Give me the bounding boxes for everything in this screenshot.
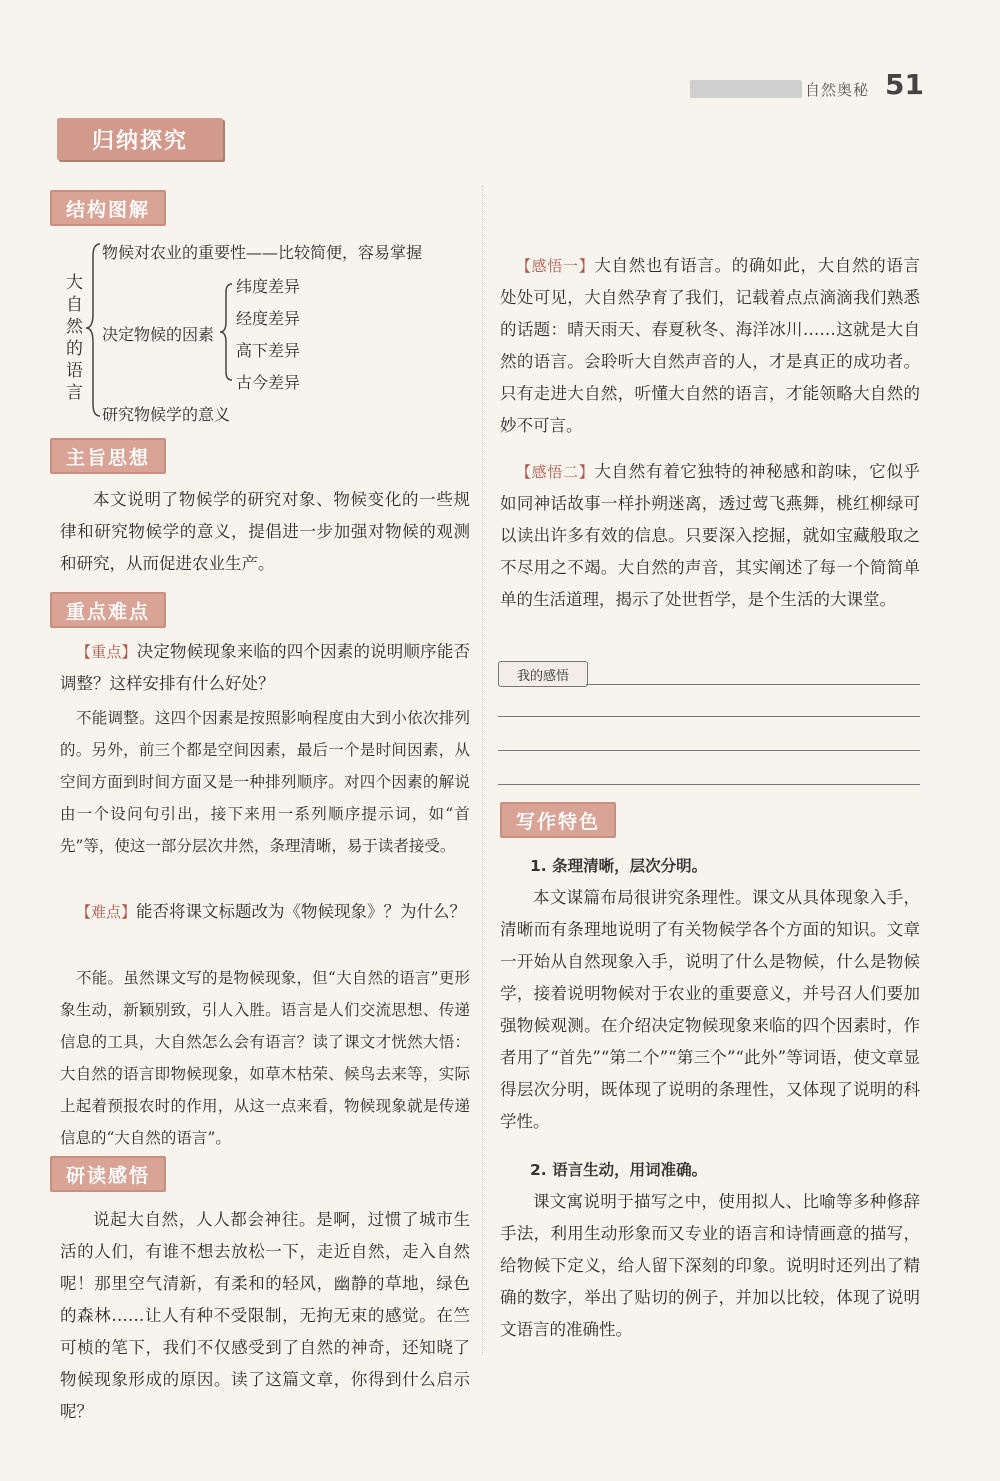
header-section-label: 自然奥秘: [805, 81, 870, 99]
structure-diagram: [66, 236, 466, 426]
writing-heading-1: 1. 条理清晰，层次分明。: [530, 857, 708, 875]
insight-1-text: 大自然也有语言。的确如此，大自然的语言处处可见，大自然孕育了我们，记载着点点滴滴我们熟悉的话题：晴天雨天、春夏秋冬、海洋冰川……这就是大自然的语言。会聆听大自然声音的人，才是真正的成功者。只有走进大自然，听懂大自然的语言，才能领略大自然的妙不可言。: [500, 256, 920, 435]
diagram-branch-3: 研究物候学的意义: [102, 405, 231, 424]
key-point-1-question: 决定物候现象来临的四个因素的说明顺序能否调整？这样安排有什么好处？: [60, 642, 470, 693]
main-section-tag: 归纳探究: [57, 118, 223, 160]
column-divider: [482, 185, 483, 1355]
insight-2-label: 【感悟二】: [516, 463, 595, 481]
my-insight-line-4[interactable]: [498, 784, 920, 785]
key-point-2-answer: 不能。虽然课文写的是物候现象，但“大自然的语言”更形象生动，新颖别致，引人入胜。语言是人们交流思想、传递信息的工具，大自然怎么会有语言？读了课文才恍然大悟：大自然的语言即物候现象，如草木枯荣、候鸟去来等，实际上起着预报农时的作用，从这一点来看，物候现象就是传递信息的“大自然的语言”。: [60, 969, 470, 1147]
key-point-2-question: 能否将课文标题改为《物候现象》？为什么？: [136, 902, 467, 921]
insight-2: [500, 456, 920, 616]
my-insight-line-3[interactable]: [498, 750, 920, 751]
diagram-factor-2: 经度差异: [236, 309, 301, 328]
theme-text: 本文说明了物候学的研究对象、物候变化的一些规律和研究物候学的意义，提倡进一步加强对物候的观测和研究，从而促进农业生产。: [60, 490, 470, 573]
diagram-root: 大自然的语言: [66, 273, 83, 403]
writing-paragraph-2: 课文寓说明于描写之中，使用拟人、比喻等多种修辞手法，利用生动形象而又专业的语言和诗情画意的描写，给物候下定义，给人留下深刻的印象。说明时还列出了精确的数字，举出了贴切的例子，并加以比较，体现了说明文语言的准确性。: [500, 1192, 920, 1339]
structure-tag: 结构图解: [50, 190, 166, 226]
my-insight-line-2[interactable]: [498, 716, 920, 717]
writing-tag: 写作特色: [500, 802, 616, 838]
insight-1: [500, 250, 920, 442]
key-point-1-label: 【重点】: [76, 643, 137, 661]
insight-1-label: 【感悟一】: [516, 257, 595, 275]
page-header: [680, 70, 940, 106]
diagram-branch-1: 物候对农业的重要性——比较简便，容易掌握: [102, 243, 423, 262]
page-number: 51: [885, 68, 924, 101]
theme-tag: 主旨思想: [50, 438, 166, 474]
diagram-factor-1: 纬度差异: [236, 277, 301, 296]
insight-2-text: 大自然有着它独特的神秘感和韵味，它似乎如同神话故事一样扑朔迷离，透过莺飞燕舞，桃红柳绿可以读出许多有效的信息。只要深入挖掘，就如宝藏般取之不尽用之不竭。大自然的声音，其实阐述了每一个简简单单的生活道理，揭示了处世哲学，是个生活的大课堂。: [500, 462, 920, 609]
my-insight-line-1[interactable]: [586, 684, 920, 685]
key-point-1-answer: 不能调整。这四个因素是按照影响程度由大到小依次排列的。另外，前三个都是空间因素，最后一个是时间因素，从空间方面到时间方面又是一种排列顺序。对四个因素的解说由一个设问句引出，接下来用一系列顺序提示词，如“首先”等，使这一部分层次井然，条理清晰，易于读者接受。: [60, 709, 470, 855]
key-point-1: [60, 636, 470, 700]
writing-paragraph-1: 本文谋篇布局很讲究条理性。课文从具体现象入手，清晰而有条理地说明了有关物候学各个方面的知识。文章一开始从自然现象入手，说明了什么是物候，什么是物候学，接着说明物候对于农业的重要意义，并号召人们要加强物候观测。在介绍决定物候现象来临的四个因素时，作者用了“首先”“第二个”“第三个”“此外”等词语，使文章显得层次分明，既体现了说明的条理性，又体现了说明的科学性。: [500, 888, 920, 1131]
my-insight-tag: 我的感悟: [498, 661, 588, 687]
diagram-factor-3: 高下差异: [236, 341, 301, 360]
reading-tag: 研读感悟: [50, 1156, 166, 1192]
writing-heading-2: 2. 语言生动，用词准确。: [530, 1161, 708, 1179]
key-point-2-label: 【难点】: [76, 903, 137, 921]
diagram-branch-2: 决定物候的因素: [102, 325, 215, 344]
key-points-tag: 重点难点: [50, 592, 166, 628]
key-point-2: [60, 896, 470, 928]
reading-intro: 说起大自然，人人都会神往。是啊，过惯了城市生活的人们，有谁不想去放松一下，走近自然，走入自然呢！那里空气清新，有柔和的轻风，幽静的草地，绿色的森林……让人有种不受限制，无拘无束的感觉。在竺可桢的笔下，我们不仅感受到了自然的神奇，还知晓了物候现象形成的原因。读了这篇文章，你得到什么启示呢？: [60, 1210, 470, 1421]
diagram-factor-4: 古今差异: [236, 373, 301, 392]
header-band: [690, 80, 802, 98]
